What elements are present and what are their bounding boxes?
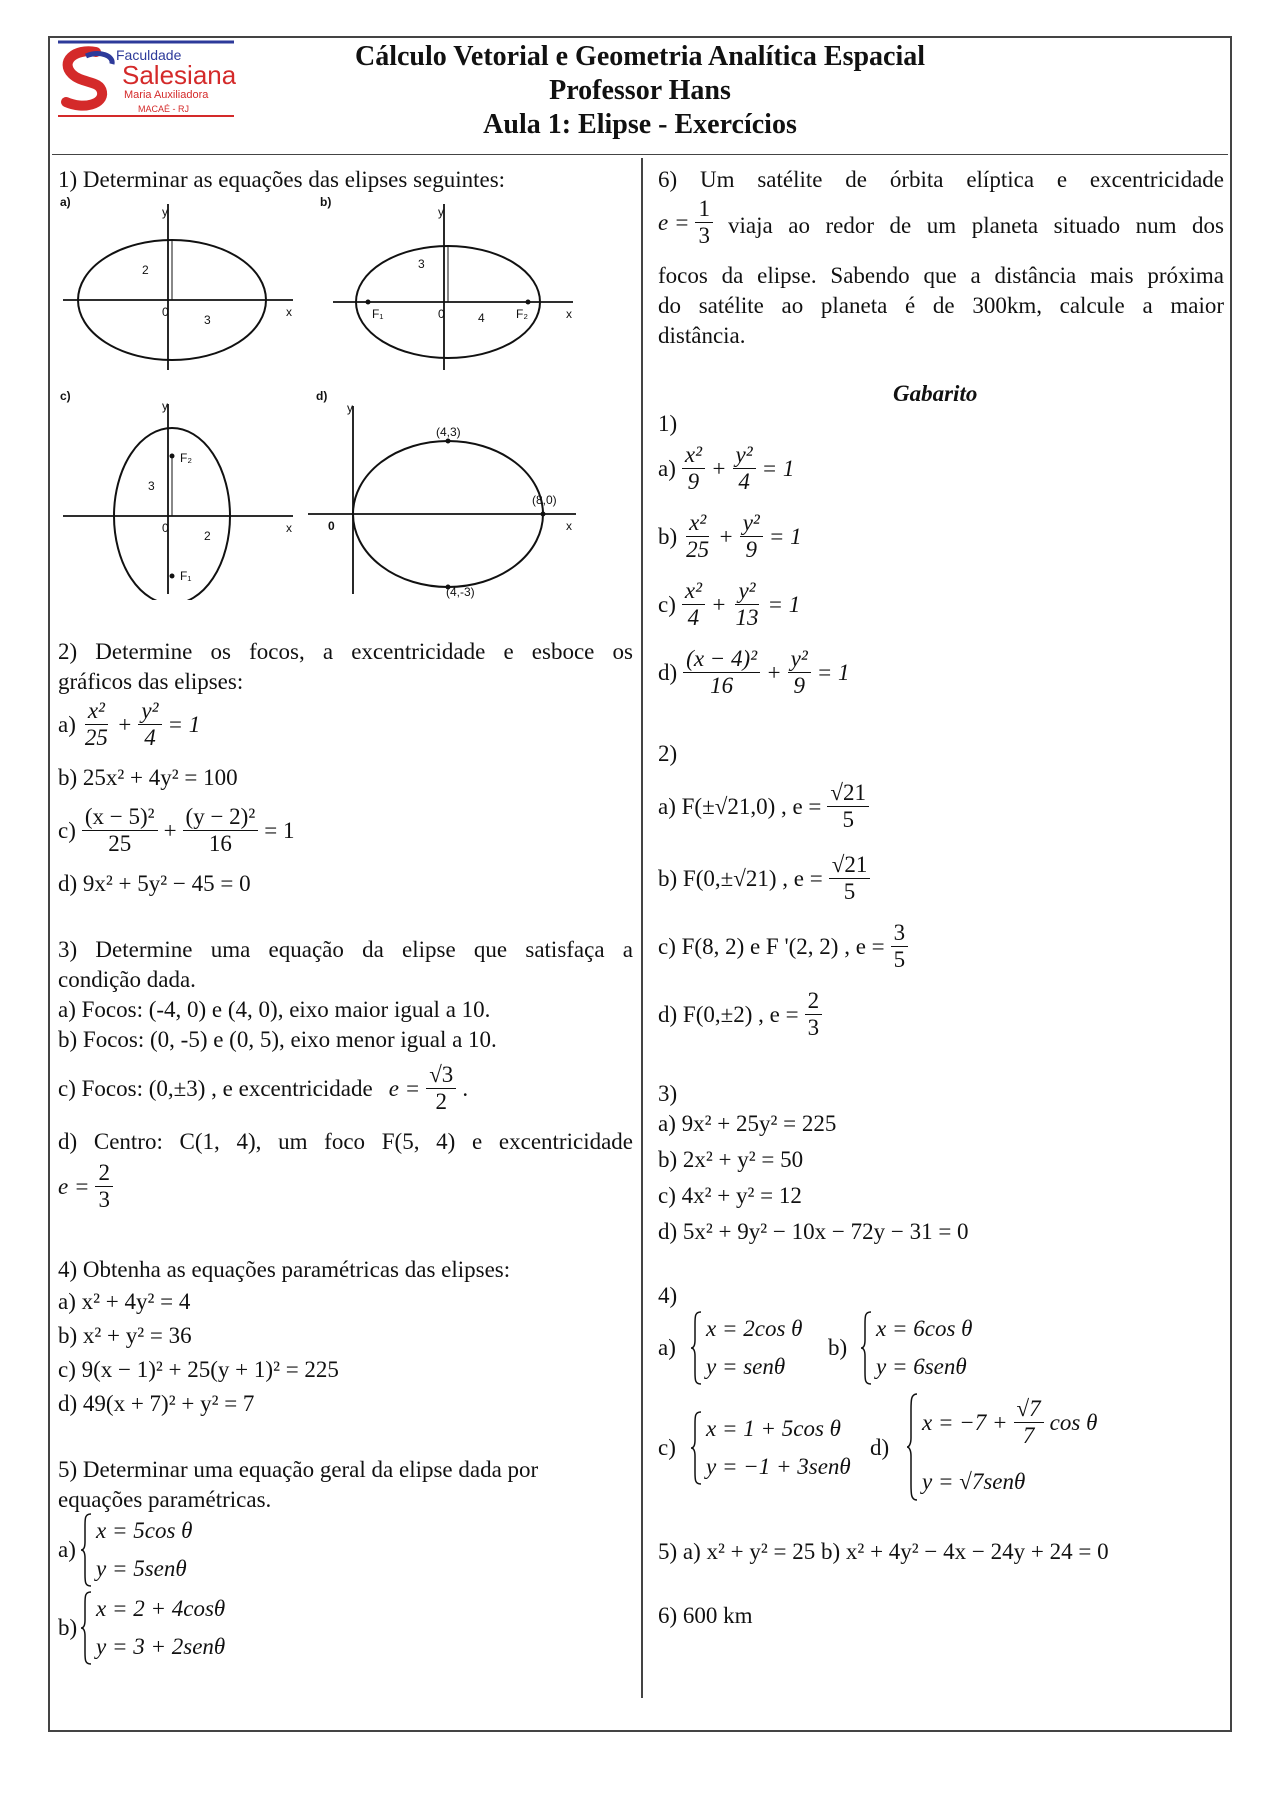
gab4-a-label: a) [658,1335,676,1360]
q6-line4: do satélite ao planeta é de 300km, calcule a maior [658,293,1224,318]
gab5: 5) a) x² + y² = 25 b) x² + 4y² − 4x − 24y + 24 = 0 [658,1539,1109,1564]
svg-text:y: y [438,205,444,219]
svg-text:0: 0 [162,305,169,319]
svg-text:y: y [162,205,168,219]
q5-statement-line1: 5) Determinar uma equação geral da elipse dada por [58,1457,539,1482]
q2-item-d: d) 9x² + 5y² − 45 = 0 [58,871,251,896]
svg-text:0: 0 [438,307,445,321]
svg-text:(4,3): (4,3) [436,425,461,439]
svg-text:F₂: F₂ [516,307,528,321]
q5-item-b-system: x = 2 + 4cosθ y = 3 + 2senθ [80,1590,280,1666]
svg-text:3: 3 [418,257,425,271]
svg-text:Faculdade: Faculdade [116,47,182,63]
q5-item-b-label: b) [58,1615,78,1640]
q3-statement-line2: condição dada. [58,967,196,992]
gab3-c: c) 4x² + y² = 12 [658,1183,802,1208]
q4-item-c: c) 9(x − 1)² + 25(y + 1)² = 225 [58,1357,339,1382]
gab3-label: 3) [658,1081,678,1106]
gab4-a-system: x = 2cos θ y = senθ [690,1310,840,1386]
svg-text:x: x [566,307,572,321]
gab3-b: b) 2x² + y² = 50 [658,1147,804,1172]
header-divider [52,154,1228,155]
q3-item-d-line2: e = $\frac{2}{3}$ [58,1160,115,1213]
svg-text:F₁: F₁ [180,569,192,583]
gab1-c: c) $\frac{\text{x²}}{4}$ + $\frac{\text{y²}}{13}$ = 1 [658,578,801,630]
q6-line3: focos da elipse. Sabendo que a distância mais próxima [658,263,1224,288]
gab2-label: 2) [658,741,678,766]
gab4-c-system: x = 1 + 5cos θ y = −1 + 3senθ [690,1410,870,1486]
gab6: 6) 600 km [658,1603,753,1628]
column-divider [641,158,643,1698]
gab4-d-label: d) [870,1435,890,1460]
gab2-c: c) F(8, 2) e F '(2, 2) , e = $\frac{3}{5}$ [658,920,910,973]
svg-text:x: x [286,521,292,535]
q1-figures [58,194,578,600]
svg-text:F₂: F₂ [180,451,192,465]
q5-statement-line2: equações paramétricas. [58,1487,272,1512]
svg-text:0: 0 [328,519,335,533]
svg-text:Salesiana: Salesiana [122,60,236,90]
faculdade-salesiana-logo [56,40,236,120]
svg-text:4: 4 [478,311,485,325]
gab4-label: 4) [658,1283,678,1308]
q2-item-a: a) $\frac{\text{x²}}{25}$ + $\frac{\text{y²}}{4}$ = 1 [58,698,201,750]
svg-text:d): d) [316,389,328,403]
gabarito-title: Gabarito [893,381,978,406]
gab2-d: d) F(0,±2) , e = $\frac{2}{3}$ [658,988,824,1041]
svg-text:0: 0 [162,521,169,535]
gab4-b-system: x = 6cos θ y = 6senθ [860,1310,1010,1386]
svg-text:y: y [347,401,353,415]
svg-text:MACAÉ - RJ: MACAÉ - RJ [138,104,190,114]
svg-text:3: 3 [148,479,155,493]
gab1-label: 1) [658,411,678,436]
q6-eccentricity: e = $\frac{1}{3}$ [658,196,715,249]
gab3-d: d) 5x² + 9y² − 10x − 72y − 31 = 0 [658,1219,969,1244]
q1-statement: 1) Determinar as equações das elipses seguintes: [58,167,506,192]
gab4-b-label: b) [828,1335,848,1360]
gab2-b: b) F(0,±√21) , e = $\frac{√21}{5}$ [658,852,872,905]
gab2-a: a) F(±√21,0) , e = $\frac{√21}{5}$ [658,780,871,833]
course-title: Cálculo Vetorial e Geometria Analítica Espacial [354,41,926,72]
gab1-b: b) $\frac{\text{x²}}{25}$ + $\frac{\text{y²}}{9}$ = 1 [658,510,802,562]
svg-text:(8,0): (8,0) [532,493,557,507]
svg-text:b): b) [320,195,332,209]
lesson-title: Aula 1: Elipse - Exercícios [483,109,797,140]
q3-item-d-line1: d) Centro: C(1, 4), um foco F(5, 4) e excentricidade [58,1129,633,1154]
q2-item-b: b) 25x² + 4y² = 100 [58,765,238,790]
svg-text:c): c) [60,389,71,403]
svg-text:a): a) [60,195,71,209]
svg-text:2: 2 [142,263,149,277]
svg-text:y: y [162,399,168,413]
gab4-c-label: c) [658,1435,676,1460]
q3-item-b: b) Focos: (0, -5) e (0, 5), eixo menor igual a 10. [58,1027,497,1052]
svg-text:Maria Auxiliadora: Maria Auxiliadora [124,89,209,101]
svg-text:3: 3 [204,313,211,327]
gab3-a: a) 9x² + 25y² = 225 [658,1111,837,1136]
q2-statement-line1: 2) Determine os focos, a excentricidade e esboce os [58,639,633,664]
gab1-d: d) $\frac{\text{(x − 4)²}}{16}$ + $\frac{\text{y²}}{9}$ = 1 [658,646,850,698]
q6-line2: viaja ao redor de um planeta situado num dos [728,213,1224,238]
svg-text:(4,-3): (4,-3) [446,585,475,599]
q3-item-c: c) Focos: (0,±3) , e excentricidade e = $\frac{√3}{2}$ . [58,1062,469,1114]
q3-statement-line1: 3) Determine uma equação da elipse que satisfaça a [58,937,633,962]
q4-item-a: a) x² + 4y² = 4 [58,1289,191,1314]
q5-item-a-system: x = 5cos θ y = 5senθ [80,1512,240,1588]
q2-item-c: c) $\frac{\text{(x − 5)²}}{25}$ + $\frac{\text{(y − 2)²}}{16}$ = 1 [58,804,295,856]
svg-text:x: x [286,305,292,319]
q4-statement: 4) Obtenha as equações paramétricas das elipses: [58,1257,511,1282]
gab4-d-system: x = −7 + $\frac{√7}{7}$ cos θ y = √7senθ [906,1392,1106,1502]
q3-item-a: a) Focos: (-4, 0) e (4, 0), eixo maior igual a 10. [58,997,491,1022]
q2-statement-line2: gráficos das elipses: [58,669,244,694]
gab1-a: a) $\frac{\text{x²}}{9}$ + $\frac{\text{y²}}{4}$ = 1 [658,442,795,494]
q6-line5: distância. [658,323,746,348]
q6-line1: 6) Um satélite de órbita elíptica e excentricidade [658,167,1224,192]
svg-text:2: 2 [204,529,211,543]
professor-name: Professor Hans [549,75,731,106]
q5-item-a-label: a) [58,1537,76,1562]
svg-text:x: x [566,519,572,533]
q4-item-b: b) x² + y² = 36 [58,1323,192,1348]
svg-text:F₁: F₁ [372,307,384,321]
q4-item-d: d) 49(x + 7)² + y² = 7 [58,1391,255,1416]
